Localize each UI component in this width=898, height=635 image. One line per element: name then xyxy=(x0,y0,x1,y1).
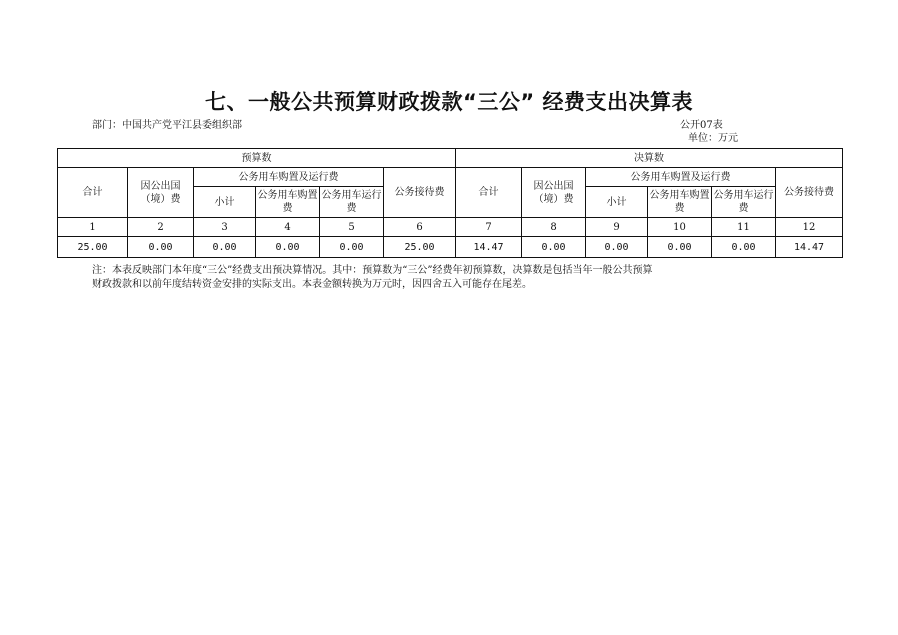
final-subtotal-header: 小计 xyxy=(586,187,648,218)
page-title: 七、一般公共预算财政拨款“三公” 经费支出决算表 xyxy=(205,90,693,114)
final-total-value: 14.47 xyxy=(456,237,522,258)
column-number: 4 xyxy=(256,218,320,237)
note-line: 注：本表反映部门本年度“三公”经费支出预决算情况。其中：预算数为“三公”经费年初预算数，决算数是包括当年一般公共预算 xyxy=(92,265,653,276)
group-header-row xyxy=(58,149,843,168)
budget-vehicle-group-header: 公务用车购置及运行费 xyxy=(194,168,384,187)
budget-reception-value: 25.00 xyxy=(384,237,456,258)
column-number: 1 xyxy=(58,218,128,237)
column-number: 2 xyxy=(128,218,194,237)
column-number: 10 xyxy=(648,218,712,237)
column-number: 3 xyxy=(194,218,256,237)
table-row xyxy=(58,237,843,258)
budget-total-header: 合计 xyxy=(58,168,128,218)
column-number: 9 xyxy=(586,218,648,237)
table-note xyxy=(92,264,752,292)
budget-total-value: 25.00 xyxy=(58,237,128,258)
final-vehicle-operation-header: 公务用车运行费 xyxy=(712,187,776,218)
column-number: 8 xyxy=(522,218,586,237)
unit-label: 单位：万元 xyxy=(688,133,738,144)
budget-vehicle-operation-value: 0.00 xyxy=(320,237,384,258)
budget-vehicle-operation-header: 公务用车运行费 xyxy=(320,187,384,218)
budget-vehicle-purchase-header: 公务用车购置费 xyxy=(256,187,320,218)
final-reception-header: 公务接待费 xyxy=(776,168,843,218)
budget-vehicle-purchase-value: 0.00 xyxy=(256,237,320,258)
budget-reception-header: 公务接待费 xyxy=(384,168,456,218)
form-number: 公开07表 xyxy=(680,120,723,131)
final-group-header: 决算数 xyxy=(456,149,843,168)
final-vehicle-purchase-value: 0.00 xyxy=(648,237,712,258)
budget-subtotal-header: 小计 xyxy=(194,187,256,218)
final-vehicle-subtotal-value: 0.00 xyxy=(586,237,648,258)
budget-vehicle-subtotal-value: 0.00 xyxy=(194,237,256,258)
final-abroad-value: 0.00 xyxy=(522,237,586,258)
department-label: 部门：中国共产党平江县委组织部 xyxy=(92,120,242,131)
budget-abroad-value: 0.00 xyxy=(128,237,194,258)
final-vehicle-purchase-header: 公务用车购置费 xyxy=(648,187,712,218)
budget-abroad-header: 因公出国（境）费 xyxy=(128,168,194,218)
column-number-row xyxy=(58,218,843,237)
final-vehicle-operation-value: 0.00 xyxy=(712,237,776,258)
column-number: 7 xyxy=(456,218,522,237)
column-number: 5 xyxy=(320,218,384,237)
column-number: 12 xyxy=(776,218,843,237)
note-line: 财政拨款和以前年度结转资金安排的实际支出。本表金额转换为万元时，因四舍五入可能存在尾差。 xyxy=(92,279,532,290)
budget-group-header: 预算数 xyxy=(58,149,456,168)
column-header-row xyxy=(58,168,843,187)
column-number: 6 xyxy=(384,218,456,237)
final-total-header: 合计 xyxy=(456,168,522,218)
three-public-expenses-table xyxy=(57,148,843,258)
final-abroad-header: 因公出国（境）费 xyxy=(522,168,586,218)
final-reception-value: 14.47 xyxy=(776,237,843,258)
final-vehicle-group-header: 公务用车购置及运行费 xyxy=(586,168,776,187)
column-number: 11 xyxy=(712,218,776,237)
